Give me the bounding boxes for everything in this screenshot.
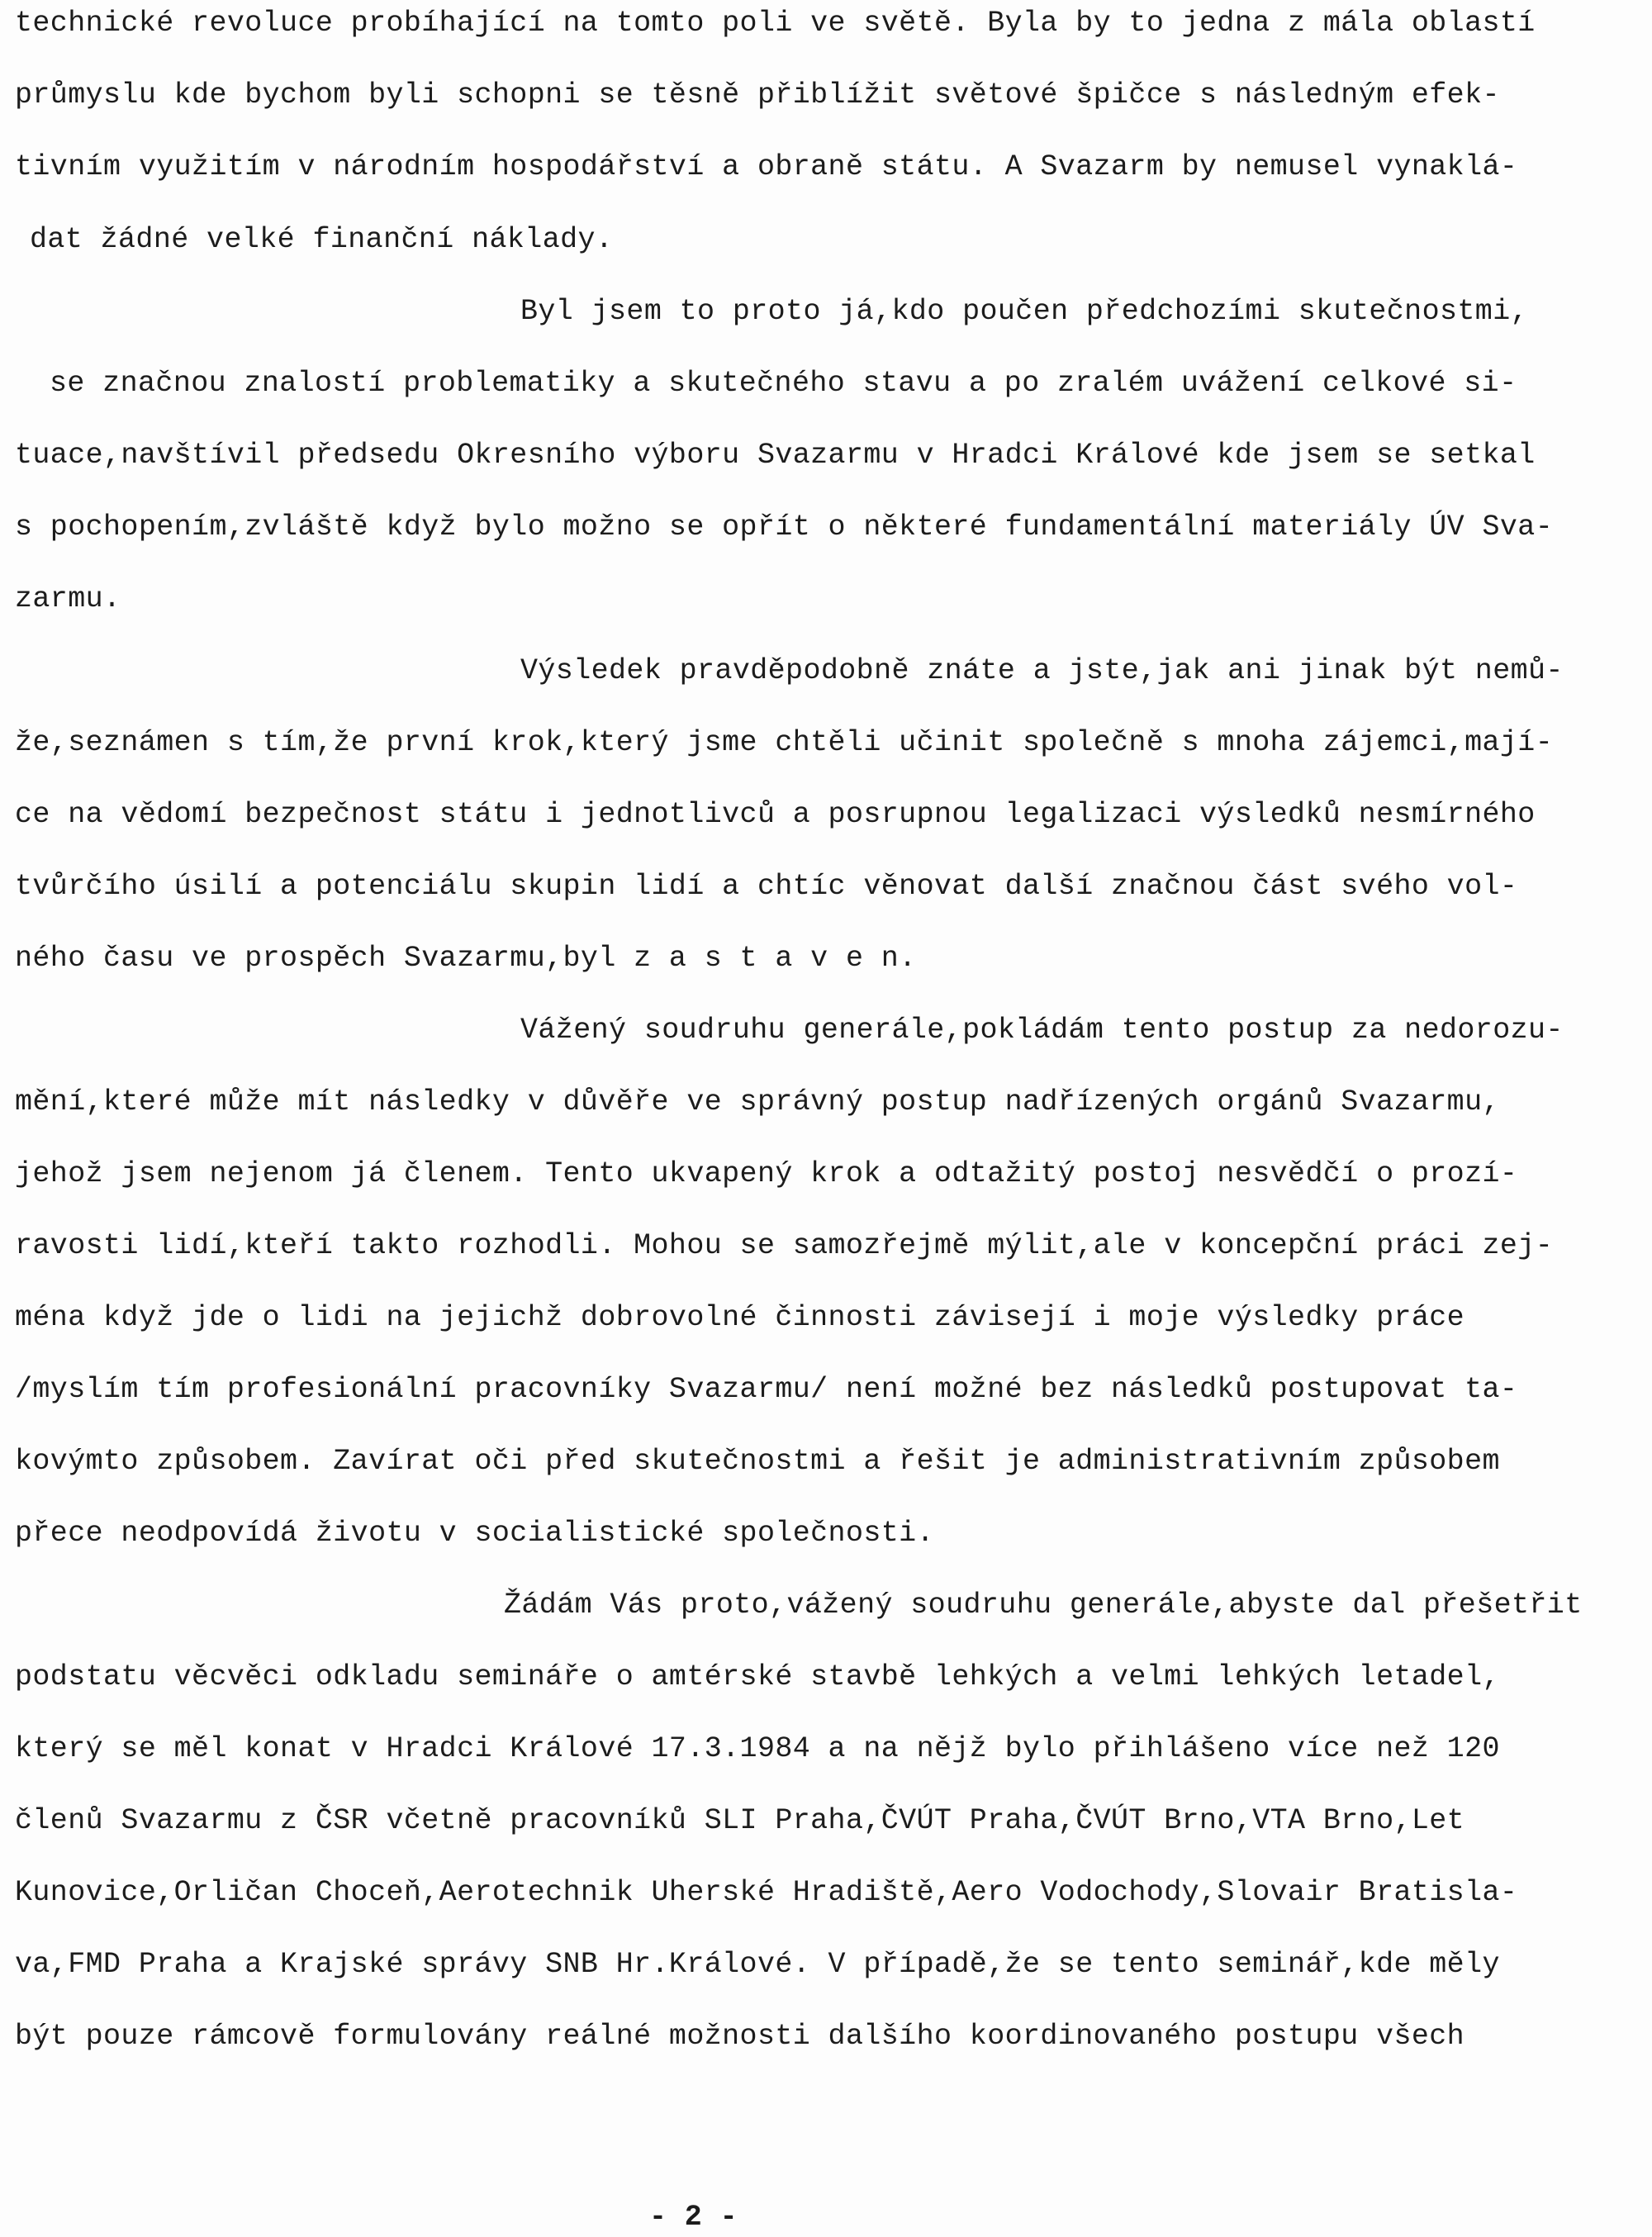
text-line: Vážený soudruhu generále,pokládám tento postup za nedorozu- xyxy=(520,1014,1564,1047)
text-line: že,seznámen s tím,že první krok,který jsme chtěli učinit společně s mnoha zájemci,mají- xyxy=(15,726,1554,759)
text-line: se značnou znalostí problematiky a skutečného stavu a po zralém uvážení celkové si- xyxy=(50,367,1517,400)
text-line: Kunovice,Orličan Choceň,Aerotechnik Uherské Hradiště,Aero Vodochody,Slovair Bratisla- xyxy=(15,1876,1518,1909)
text-line: dat žádné velké finanční náklady. xyxy=(30,223,614,256)
text-line: zarmu. xyxy=(15,582,121,615)
text-line: Výsledek pravděpodobně znáte a jste,jak ani jinak být nemů- xyxy=(520,654,1564,687)
text-line: Žádám Vás proto,vážený soudruhu generále,abyste dal přešetřit xyxy=(504,1589,1583,1622)
text-line: technické revoluce probíhající na tomto poli ve světě. Byla by to jedna z mála oblastí xyxy=(15,7,1536,40)
text-line: Byl jsem to proto já,kdo poučen předchozími skutečnostmi, xyxy=(520,295,1528,328)
text-line: ravosti lidí,kteří takto rozhodli. Mohou se samozřejmě mýlit,ale v koncepční práci zej- xyxy=(15,1229,1554,1262)
text-line: průmyslu kde bychom byli schopni se těsně přiblížit světové špičce s následným efek- xyxy=(15,78,1500,112)
page-number: - 2 - xyxy=(649,2201,738,2234)
text-line: ména když jde o lidi na jejichž dobrovolné činnosti závisejí i moje výsledky práce xyxy=(15,1301,1465,1334)
text-line: s pochopením,zvláště když bylo možno se opřít o některé fundamentální materiály ÚV Sva- xyxy=(15,511,1554,544)
text-line: /myslím tím profesionální pracovníky Svazarmu/ není možné bez následků postupovat ta- xyxy=(15,1373,1518,1406)
text-line: být pouze rámcově formulovány reálné možnosti dalšího koordinovaného postupu všech xyxy=(15,2020,1465,2053)
text-line: tivním využitím v národním hospodářství a obraně státu. A Svazarm by nemusel vynaklá- xyxy=(15,150,1518,183)
text-line: ného času ve prospěch Svazarmu,byl z a s t a v e n. xyxy=(15,942,917,975)
text-line: přece neodpovídá životu v socialistické společnosti. xyxy=(15,1517,934,1550)
text-line: mění,které může mít následky v důvěře ve správný postup nadřízených orgánů Svazarmu, xyxy=(15,1085,1500,1118)
text-line: ce na vědomí bezpečnost státu i jednotlivců a posrupnou legalizaci výsledků nesmírného xyxy=(15,798,1536,831)
text-line: tvůrčího úsilí a potenciálu skupin lidí a chtíc věnovat další značnou část svého vol- xyxy=(15,870,1518,903)
text-line: va,FMD Praha a Krajské správy SNB Hr.Králové. V případě,že se tento seminář,kde měly xyxy=(15,1948,1500,1981)
text-line: který se měl konat v Hradci Králové 17.3.1984 a na nějž bylo přihlášeno více než 120 xyxy=(15,1732,1500,1765)
text-line: podstatu věcvěci odkladu semináře o amtérské stavbě lehkých a velmi lehkých letadel, xyxy=(15,1660,1500,1693)
text-line: kovýmto způsobem. Zavírat oči před skutečnostmi a řešit je administrativním způsobem xyxy=(15,1445,1500,1478)
text-line: jehož jsem nejenom já členem. Tento ukvapený krok a odtažitý postoj nesvědčí o prozí- xyxy=(15,1157,1518,1190)
text-line: tuace,navštívil předsedu Okresního výboru Svazarmu v Hradci Králové kde jsem se setkal xyxy=(15,439,1536,472)
text-line: členů Svazarmu z ČSR včetně pracovníků SLI Praha,ČVÚT Praha,ČVÚT Brno,VTA Brno,Let xyxy=(15,1804,1465,1837)
